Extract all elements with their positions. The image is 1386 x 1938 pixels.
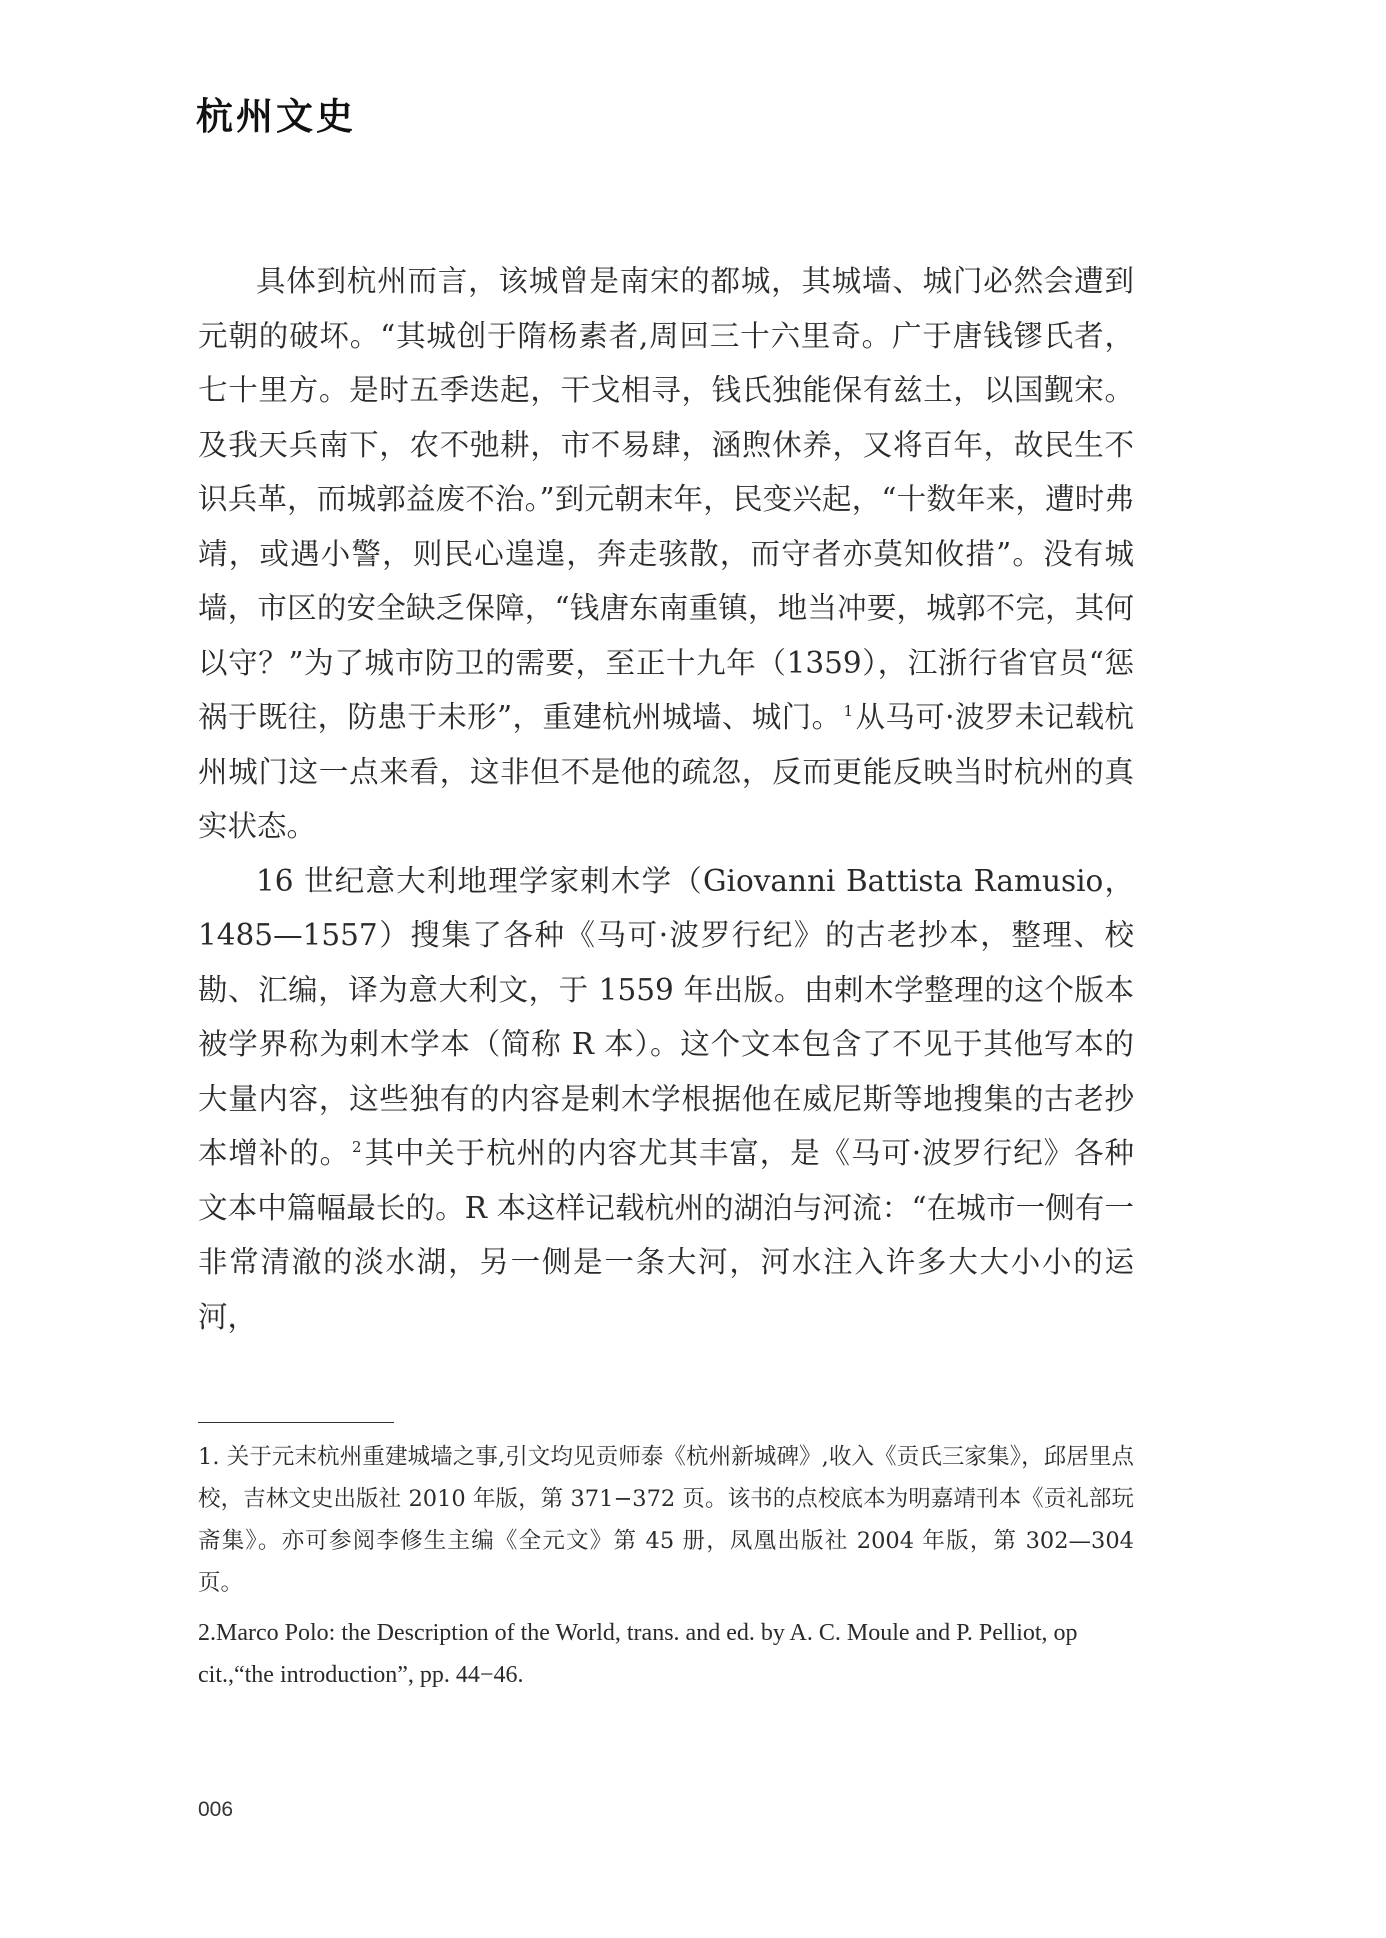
footnote-marker[interactable]: 1 <box>843 702 854 721</box>
running-header-title: 杭州文史 <box>196 94 356 138</box>
footnote-1: 1. 关于元末杭州重建城墙之事,引文均见贡师泰《杭州新城碑》,收入《贡氏三家集》，邱居里点校，吉林文史出版社 2010 年版，第 371−372 页。该书的点校底本为明嘉靖刊本《贡礼部玩斋集》。亦可参阅李修生主编《全元文》第 45 册，凤凰出版社 2004 年版，第 302—304 页。 <box>198 1444 1134 1596</box>
main-text <box>198 254 1134 1344</box>
paragraph-text: 具体到杭州而言，该城曾是南宋的都城，其城墙、城门必然会遭到元朝的破坏。“其城创于隋杨素者,周回三十六里奇。广于唐钱镠氏者，七十里方。是时五季迭起，干戈相寻，钱氏独能保有兹土，以国觐宋。及我天兵南下，农不弛耕，市不易肆，涵煦休养，又将百年，故民生不识兵革，而城郭益废不治。”到元朝末年，民变兴起，“十数年来，遭时弗靖，或遇小警，则民心遑遑，奔走骇散，而守者亦莫知攸措”。没有城墙，市区的安全缺乏保障，“钱唐东南重镇，地当冲要，城郭不完，其何以守？”为了城市防卫的需要，至正十九年（1359），江浙行省官员“惩祸于既往，防患于未形”，重建杭州城墙、城门。 <box>198 264 1134 734</box>
footnotes <box>198 1436 1134 1704</box>
paragraph <box>198 854 1134 1345</box>
footnote-divider <box>198 1422 394 1423</box>
paragraph <box>198 254 1134 854</box>
footnote-marker[interactable]: 2 <box>352 1138 362 1157</box>
paragraph-text: 16 世纪意大利地理学家剌木学（Giovanni Battista Ramusio，1485—1557）搜集了各种《马可·波罗行纪》的古老抄本，整理、校勘、汇编，译为意大利文，于 1559 年出版。由剌木学整理的这个版本被学界称为剌木学本（简称 R 本）。这个文本包含了不见于其他写本的大量内容，这些独有的内容是剌木学根据他在威尼斯等地搜集的古老抄本增补的。 <box>198 863 1134 1170</box>
footnote-2: 2.Marco Polo: the Description of the World, trans. and ed. by A. C. Moule and P. Pelliot, op cit.,“the introduction”, pp. 44−46. <box>198 1620 1078 1688</box>
page-number: 006 <box>198 1798 234 1821</box>
paragraph-text: 其中关于杭州的内容尤其丰富，是《马可·波罗行纪》各种文本中篇幅最长的。R 本这样记载杭州的湖泊与河流：“在城市一侧有一非常清澈的淡水湖，另一侧是一条大河，河水注入许多大大小小的运河， <box>198 1136 1134 1334</box>
paragraph-text: 从马可·波罗未记载杭州城门这一点来看，这非但不是他的疏忽，反而更能反映当时杭州的真实状态。 <box>198 700 1134 843</box>
